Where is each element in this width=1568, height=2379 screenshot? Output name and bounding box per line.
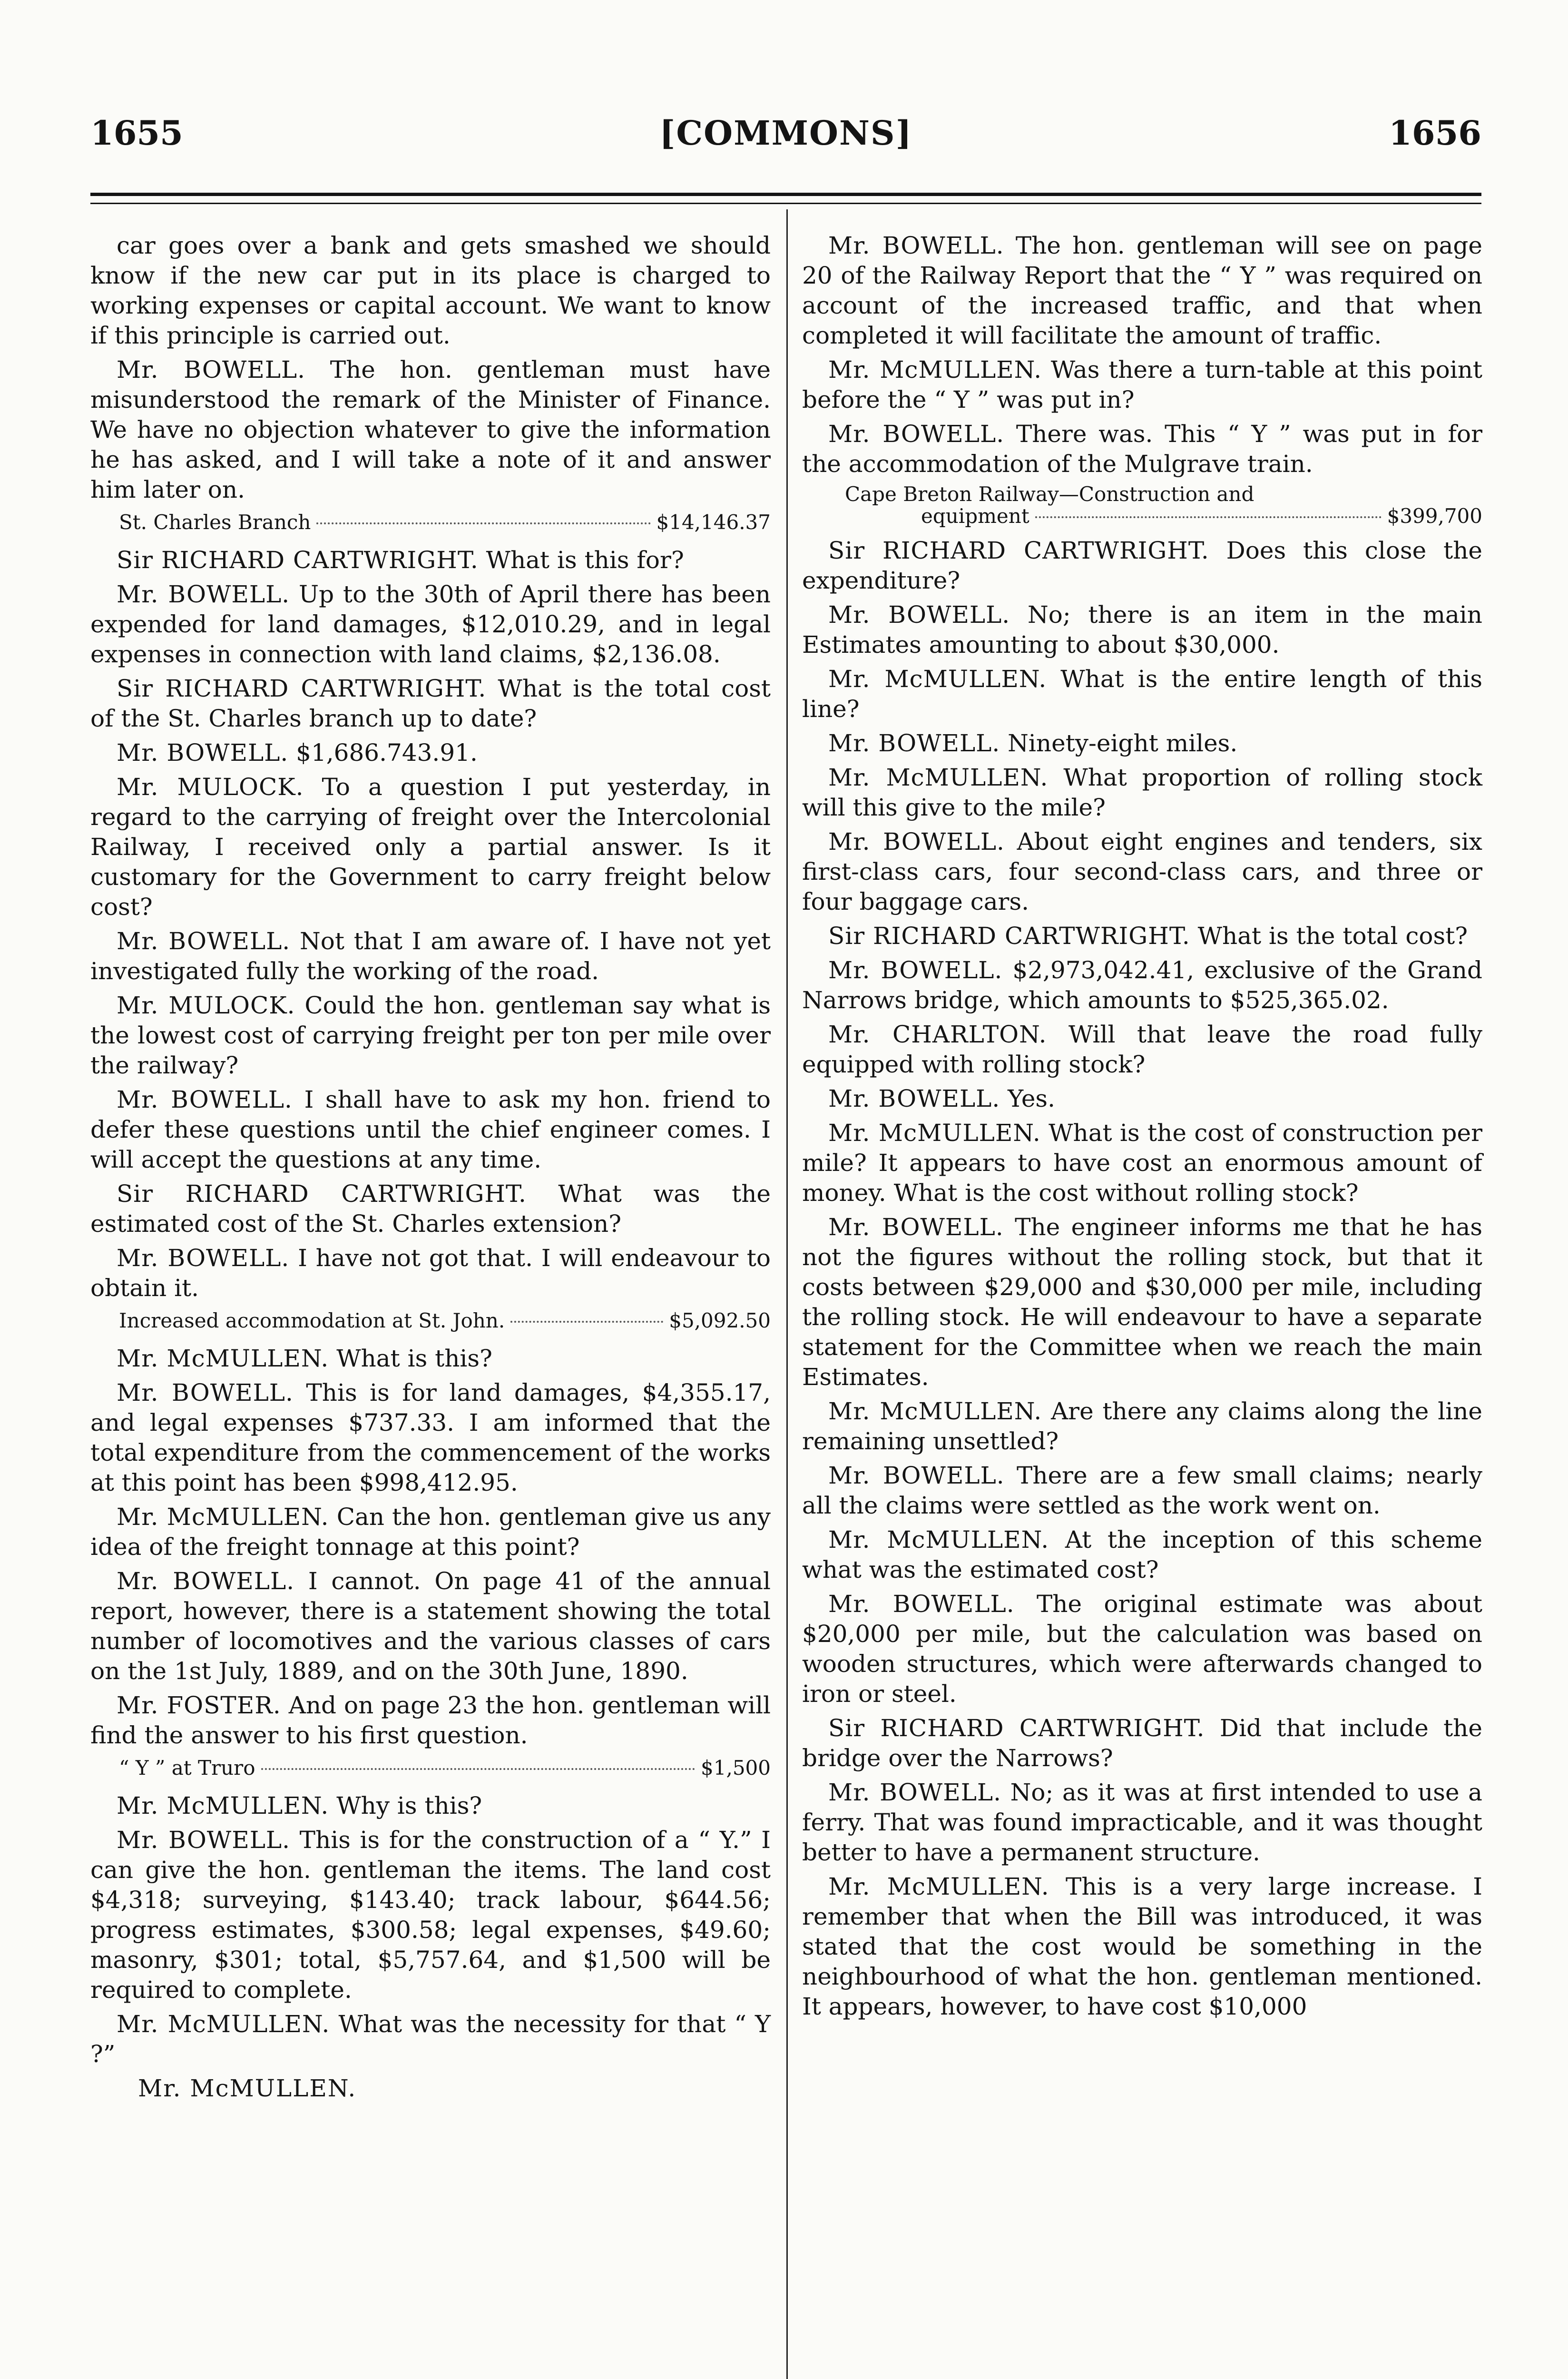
speaker-name: Mr. BOWELL. [828,1779,1001,1806]
speech-paragraph [90,772,771,922]
speaker-continuation: Mr. McMULLEN. [138,2074,357,2102]
speech-paragraph [90,231,771,351]
leader-dots [316,522,650,524]
speech-paragraph [802,1525,1482,1585]
speech-paragraph [90,1691,771,1750]
leader-dots [1035,516,1382,518]
speech-paragraph [90,1243,771,1303]
speech-paragraph [802,921,1482,951]
speech-paragraph [90,738,771,768]
speech-text: I cannot. On page 41 of the annual report, however, there is a statement showing the total number of locomotives and the various classes of cars on the 1st July, 1889, and on the 30th June, 1890. [90,1567,771,1685]
speech-paragraph [90,926,771,986]
page-number-left: 1655 [90,113,183,153]
leader-dots [261,1768,696,1770]
column-divider [786,209,788,2379]
speech-paragraph [802,728,1482,758]
header-rule-thick [90,193,1481,196]
speech-text: There was. This “ Y ” was put in for the accommodation of the Mulgrave train. [802,420,1482,478]
speech-paragraph [802,355,1482,415]
speech-paragraph [802,1396,1482,1456]
speech-text: The engineer informs me that he has not the figures without the rolling stock, but that it costs between $29,000 and $30,000 per mile, including the rolling stock. He will endeavour to have a separate statement for the Committee when we reach the main Estimates. [802,1213,1482,1391]
speech-paragraph [90,1179,771,1239]
speech-text: What is the total cost of the St. Charles branch up to date? [90,675,771,732]
speech-text: I shall have to ask my hon. friend to defer these questions until the chief engineer comes. I will accept the questions at any time. [90,1086,771,1173]
estimate-item [802,483,1482,527]
speech-text: Can the hon. gentleman give us any idea of the freight tonnage at this point? [90,1503,771,1561]
speech-text: I have not got that. I will endeavour to obtain it. [90,1244,771,1302]
speaker-name: Mr. BOWELL. [117,927,291,955]
item-label: St. Charles Branch [119,511,311,534]
estimate-item [90,1755,771,1781]
speech-text: About eight engines and tenders, six first-class cars, four second-class cars, and three or four baggage cars. [802,828,1482,915]
speech-text: And on page 23 the hon. gentleman will find the answer to his first question. [90,1691,771,1749]
speaker-name: Mr. BOWELL. [828,1213,1004,1241]
speech-paragraph [802,600,1482,660]
speech-paragraph [90,1378,771,1498]
speech-paragraph [802,1872,1482,2022]
speaker-name: Sir RICHARD CARTWRIGHT. [828,922,1190,950]
speaker-name: Mr. McMULLEN. [828,1873,1049,1900]
speech-text: At the inception of this scheme what was the estimated cost? [802,1526,1482,1583]
speech-paragraph [802,1461,1482,1521]
item-row [831,505,1482,527]
speech-paragraph [90,991,771,1081]
speaker-name: Mr. BOWELL. [117,1379,294,1406]
speaker-name: Mr. McMULLEN. [117,1345,329,1372]
speaker-name: Mr. BOWELL. [828,1085,1000,1112]
speaker-name: Mr. McMULLEN. [117,1503,329,1531]
right-column [802,231,1482,2026]
speech-paragraph [802,1713,1482,1773]
speech-text: To a question I put yesterday, in regard to the carrying of freight over the Intercolonial Railway, I received only a partial answer. Is it customary for the Government to carry freight below cost? [90,773,771,921]
speaker-name: Mr. McMULLEN. [117,1792,329,1819]
speaker-name: Mr. BOWELL. [117,1086,293,1113]
item-label: Increased accommodation at St. John. [119,1309,505,1332]
speech-paragraph [90,1344,771,1374]
speech-paragraph [90,545,771,575]
leader-dots [510,1321,663,1323]
speech-text: What was the necessity for that “ Y ?” [90,2010,771,2068]
speaker-name: Mr. BOWELL. [828,232,1004,259]
speaker-name: Mr. BOWELL. [117,580,290,608]
item-amount: $5,092.50 [669,1309,771,1332]
speech-paragraph [90,1791,771,1821]
item-amount: $399,700 [1387,504,1482,528]
speech-text: What is the cost of construction per mile? It appears to have cost an enormous amount of money. What is the cost without rolling stock? [802,1119,1482,1207]
speaker-name: Mr. McMULLEN. [828,665,1047,693]
speaker-name: Mr. BOWELL. [828,420,1005,448]
running-head: [COMMONS] [659,113,912,153]
speaker-name: Mr. BOWELL. [828,1590,1015,1618]
speaker-name: Mr. McMULLEN. [828,764,1049,791]
speaker-name: Mr. BOWELL. [117,1567,295,1595]
speaker-name: Mr. CHARLTON. [828,1021,1047,1048]
speech-text: Up to the 30th of April there has been expended for land damages, $12,010.29, and in legal expenses in connection with land claims, $2,136.08. [90,580,771,668]
speaker-name: Mr. BOWELL. [828,828,1005,855]
speaker-name: Sir RICHARD CARTWRIGHT. [117,675,487,702]
speech-text: What is the total cost? [1197,922,1468,950]
item-amount: $1,500 [701,1756,771,1779]
speech-paragraph [802,1778,1482,1868]
speaker-name: Mr. BOWELL. [117,1826,290,1854]
speech-text: $2,973,042.41, exclusive of the Grand Narrows bridge, which amounts to $525,365.02. [802,956,1482,1014]
speech-text: Not that I am aware of. I have not yet investigated fully the working of the road. [90,927,771,985]
speech-text: This is for land damages, $4,355.17, and legal expenses $737.33. I am informed that the total expenditure from the commencement of the works at this point has been $998,412.95. [90,1379,771,1496]
speech-text: What was the estimated cost of the St. Charles extension? [90,1180,771,1238]
speech-text: What proportion of rolling stock will this give to the mile? [802,764,1482,821]
page-header [90,104,1481,161]
speaker-name: Mr. McMULLEN. [117,2010,330,2038]
estimate-item [90,509,771,536]
item-label-head: Cape Breton Railway—Construction and [845,482,1254,506]
speech-paragraph [802,231,1482,351]
speech-text: What is this? [336,1345,492,1372]
left-column [90,231,771,2104]
speaker-name: Sir RICHARD CARTWRIGHT. [828,1714,1205,1742]
speech-text: No; as it was at first intended to use a ferry. That was found impracticable, and it was thought better to have a permanent structure. [802,1779,1482,1866]
speech-text: The original estimate was about $20,000 per mile, but the calculation was based on wooden structures, which were afterwards changed to iron or steel. [802,1590,1482,1708]
speaker-name: Mr. McMULLEN. [828,1397,1042,1425]
speech-text: Ninety-eight miles. [1008,729,1238,757]
speech-paragraph [802,1118,1482,1208]
speech-paragraph [90,2009,771,2069]
speech-text: There are a few small claims; nearly all the claims were settled as the work went on. [802,1462,1482,1519]
speaker-name: Mr. McMULLEN. [828,356,1042,383]
speaker-name: Sir RICHARD CARTWRIGHT. [117,546,479,574]
speaker-name: Mr. BOWELL. [117,1244,290,1272]
speaker-name: Mr. FOSTER. [117,1691,281,1719]
speaker-name: Sir RICHARD CARTWRIGHT. [828,537,1209,564]
speech-paragraph [90,1085,771,1175]
header-rule-thin [90,203,1481,204]
speech-paragraph [90,674,771,734]
speech-text: $1,686.743.91. [296,739,478,767]
speech-paragraph [802,536,1482,596]
speech-text: Are there any claims along the line remaining unsettled? [802,1397,1482,1455]
speech-text: What is this for? [486,546,684,574]
speech-paragraph [90,355,771,505]
speech-paragraph [90,1566,771,1686]
speech-paragraph [90,1502,771,1562]
item-amount: $14,146.37 [656,511,771,534]
speaker-name: Mr. BOWELL. [117,356,306,383]
speech-text: Will that leave the road fully equipped with rolling stock? [802,1021,1482,1078]
speech-text: Did that include the bridge over the Narrows? [802,1714,1482,1772]
speaker-name: Mr. MULOCK. [117,992,295,1019]
speech-text: No; there is an item in the main Estimates amounting to about $30,000. [802,601,1482,659]
speaker-name: Mr. BOWELL. [828,729,1000,757]
speech-text: This is a very large increase. I remember that when the Bill was introduced, it was stated that the cost would be something in the neighbourhood of what the hon. gentleman mentioned. It appears, however, to have cost $10,000 [802,1873,1482,2020]
speech-paragraph [802,664,1482,724]
speech-text: The hon. gentleman will see on page 20 of the Railway Report that the “ Y ” was required on account of the increased traffic, and that when completed it will facilitate the amount of traffic. [802,232,1482,349]
speech-text: Was there a turn-table at this point before the “ Y ” was put in? [802,356,1482,413]
speech-paragraph [802,763,1482,823]
speaker-name: Mr. McMULLEN. [828,1526,1049,1553]
speech-text: Could the hon. gentleman say what is the lowest cost of carrying freight per ton per mile over the railway? [90,992,771,1079]
speaker-name: Mr. BOWELL. [828,1462,1005,1489]
speech-paragraph [90,1825,771,2005]
speech-text: What is the entire length of this line? [802,665,1482,723]
speech-text: The hon. gentleman must have misunderstood the remark of the Minister of Finance. We have no objection whatever to give the information he has asked, and I will take a note of it and answer him later on. [90,356,771,503]
speech-text: Why is this? [336,1792,482,1819]
item-label: equipment [921,504,1029,528]
speech-paragraph [802,1589,1482,1709]
speech-paragraph [90,580,771,669]
speech-text: car goes over a bank and gets smashed we should know if the new car put in its place is charged to working expenses or capital account. We want to know if this principle is carried out. [90,232,771,349]
speech-paragraph [802,1084,1482,1114]
speech-paragraph [802,827,1482,917]
speaker-name: Mr. BOWELL. [117,739,289,767]
speaker-name: Mr. BOWELL. [828,956,1003,984]
speech-paragraph [802,1020,1482,1080]
page-number-right: 1656 [1389,113,1481,153]
speech-paragraph [802,419,1482,479]
estimate-item [90,1307,771,1334]
speech-paragraph [802,955,1482,1015]
speaker-name: Mr. McMULLEN. [828,1119,1041,1147]
speaker-name: Mr. BOWELL. [828,601,1010,629]
speaker-name: Sir RICHARD CARTWRIGHT. [117,1180,527,1208]
speech-text: This is for the construction of a “ Y.” I can give the hon. gentleman the items. The land cost $4,318; surveying, $143.40; track labour, $644.56; progress estimates, $300.58; legal expenses, $49.60; masonry, $301; total, $5,757.64, and $1,500 will be required to complete. [90,1826,771,2004]
speech-paragraph [802,1212,1482,1392]
speech-text: Does this close the expenditure? [802,537,1482,594]
speaker-name: Mr. MULOCK. [117,773,304,801]
item-label: “ Y ” at Truro [119,1756,255,1779]
speech-text: Yes. [1008,1085,1055,1112]
